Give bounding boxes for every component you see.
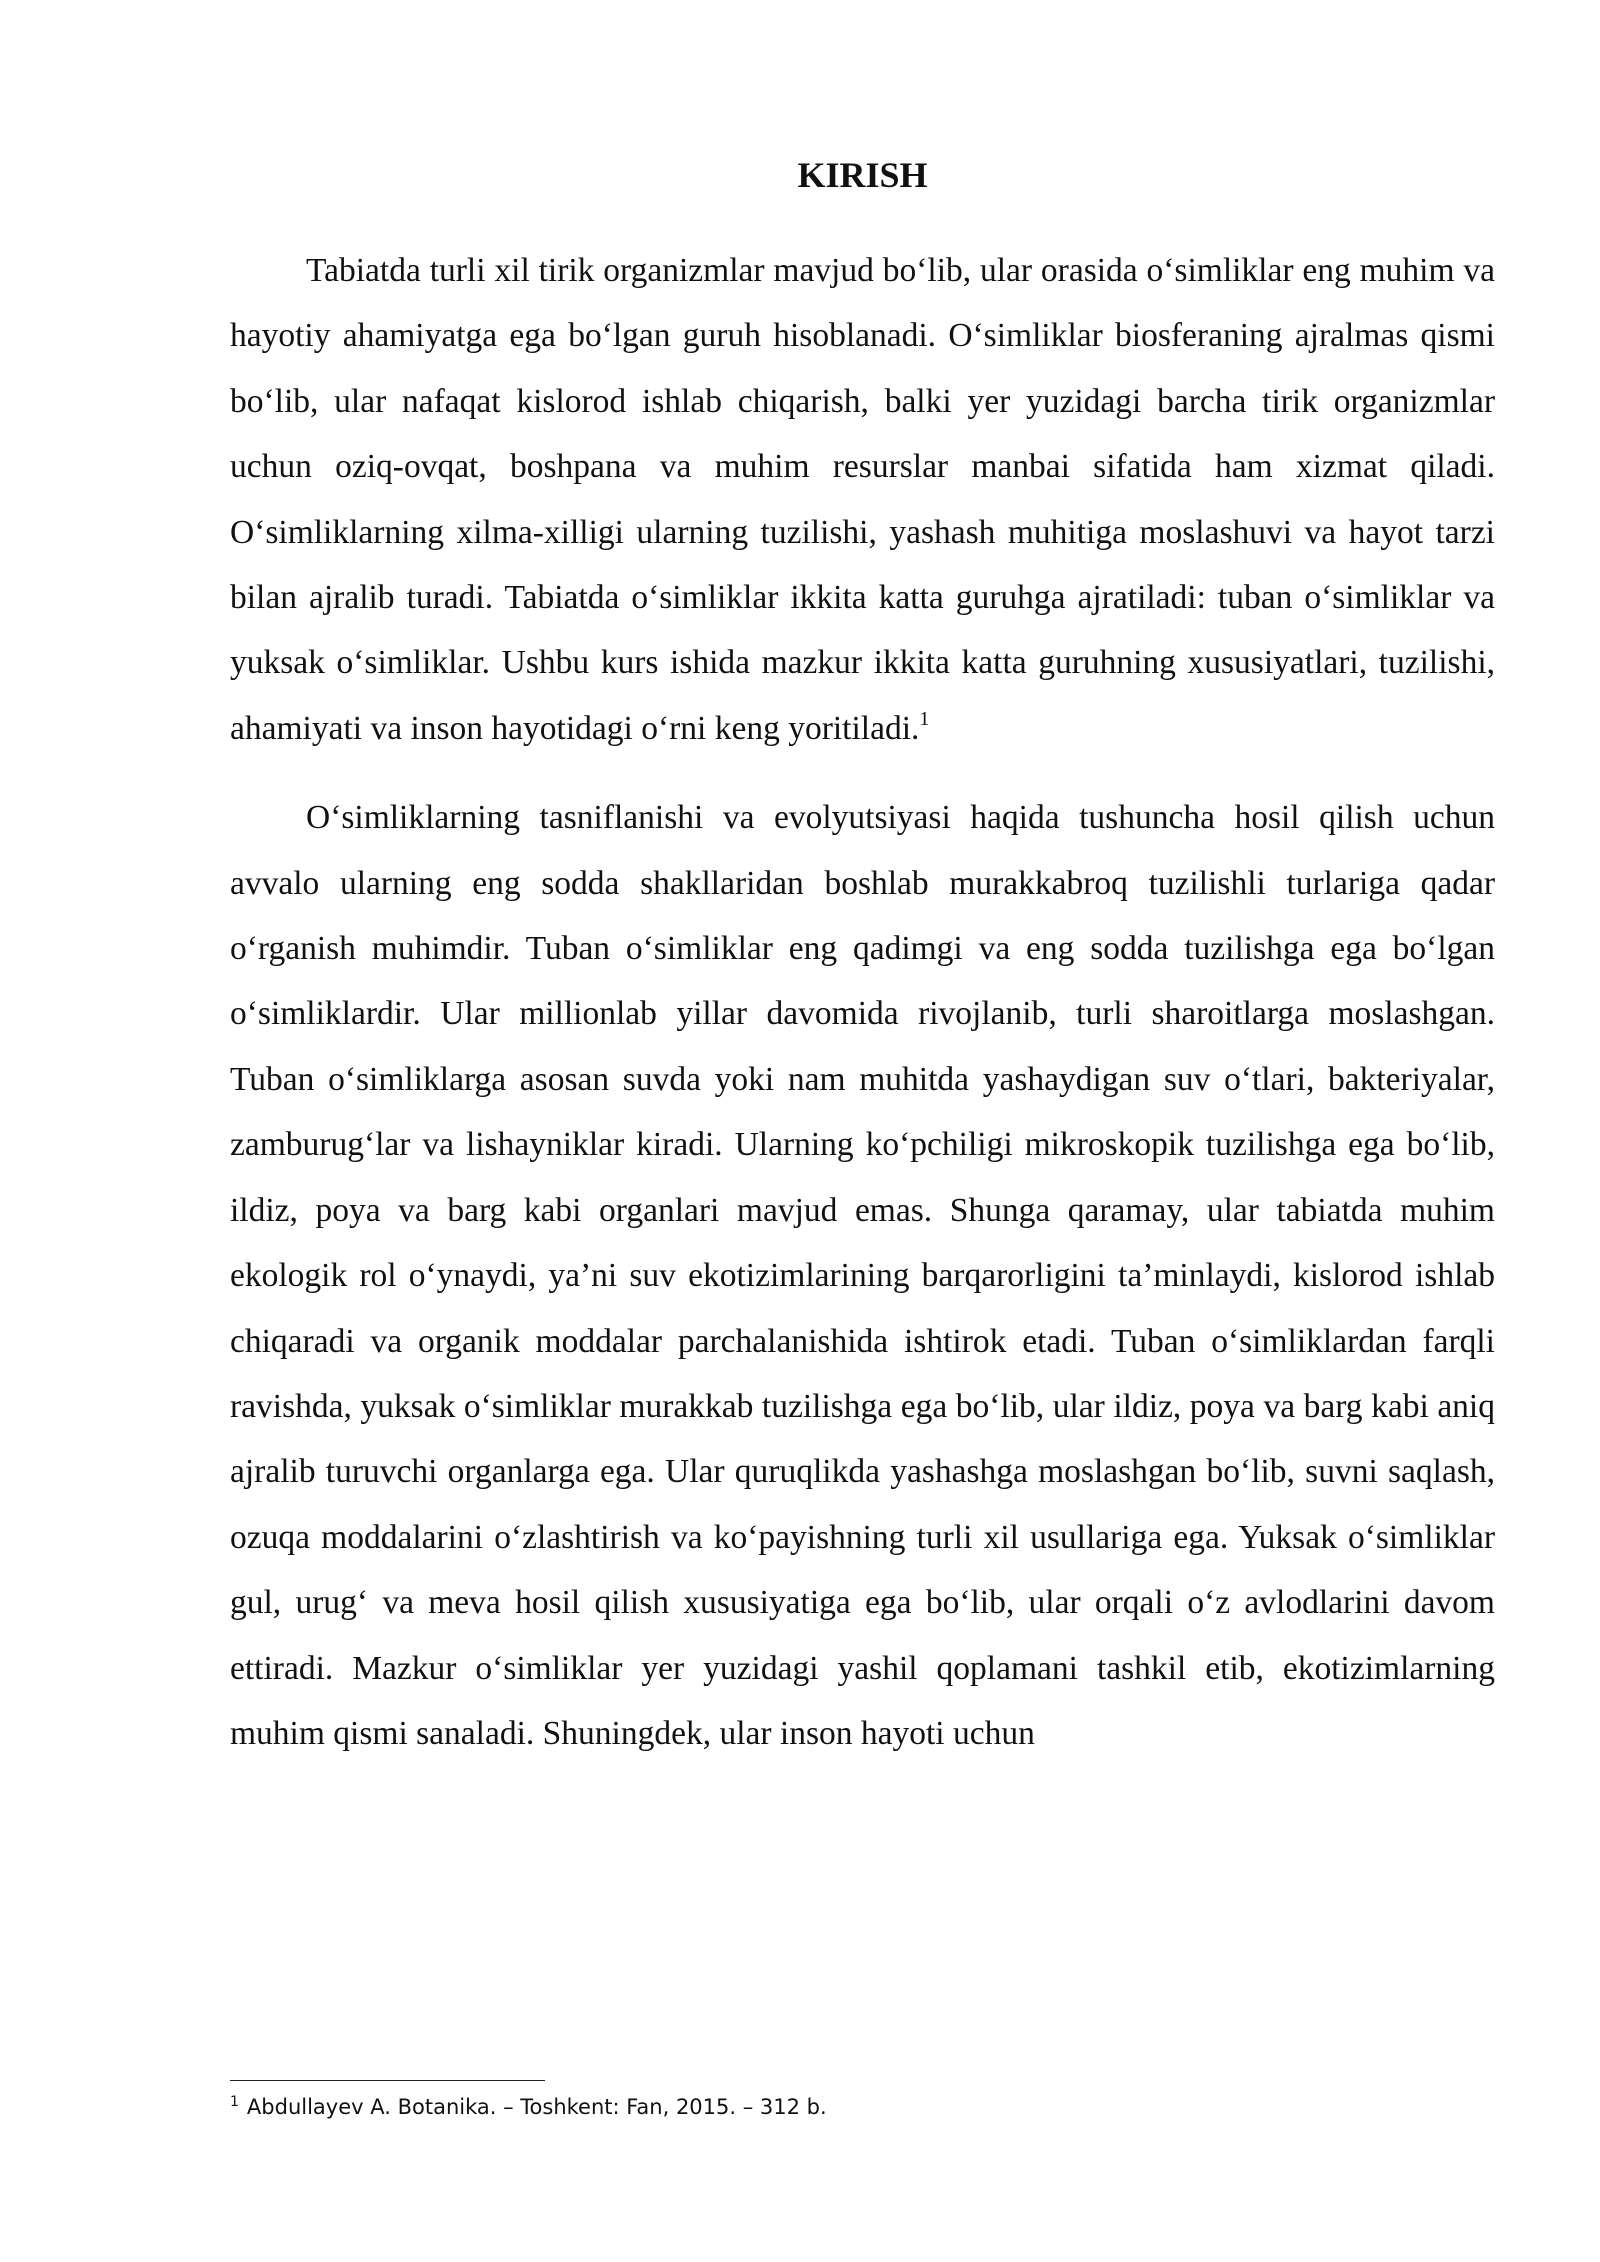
paragraph-2	[230, 785, 1495, 1766]
footnote-reference[interactable]: 1	[919, 707, 930, 730]
page-title: KIRISH	[797, 155, 928, 195]
footnote-text: Abdullayev A. Botanika. – Toshkent: Fan, 2015. – 312 b.	[246, 2095, 827, 2119]
paragraph-1-text: Tabiatda turli xil tirik organizmlar mavjud bo‘lib, ular orasida o‘simliklar eng muhim va hayotiy ahamiyatga ega bo‘lgan guruh hisoblanadi. O‘simliklar biosferaning ajralmas qismi bo‘lib, ular nafaqat kislorod ishlab chiqarish, balki yer yuzidagi barcha tirik organizmlar uchun oziq-ovqat, boshpana va muhim resurslar manbai sifatida ham xizmat qiladi. O‘simliklarning xilma-xilligi ularning tuzilishi, yashash muhitiga moslashuvi va hayot tarzi bilan ajralib turadi. Tabiatda o‘simliklar ikkita katta guruhga ajratiladi: tuban o‘simliklar va yuksak o‘simliklar. Ushbu kurs ishida mazkur ikkita katta guruhning xususiyatlari, tuzilishi, ahamiyati va inson hayotidagi o‘rni keng yoritiladi.	[230, 252, 1495, 747]
footnote-separator	[230, 2080, 545, 2081]
paragraph-1	[230, 238, 1495, 761]
document-body	[230, 238, 1495, 1766]
paragraph-2-text: O‘simliklarning tasniflanishi va evolyutsiyasi haqida tushuncha hosil qilish uchun avvalo ularning eng sodda shakllaridan boshlab murakkabroq tuzilishli turlariga qadar o‘rganish muhimdir. Tuban o‘simliklar eng qadimgi va eng sodda tuzilishga ega bo‘lgan o‘simliklardir. Ular millionlab yillar davomida rivojlanib, turli sharoitlarga moslashgan. Tuban o‘simliklarga asosan suvda yoki nam muhitda yashaydigan suv o‘tlari, bakteriyalar, zamburug‘lar va lishayniklar kiradi. Ularning ko‘pchiligi mikroskopik tuzilishga ega bo‘lib, ildiz, poya va barg kabi organlari mavjud emas. Shunga qaramay, ular tabiatda muhim ekologik rol o‘ynaydi, ya’ni suv ekotizimlarining barqarorligini ta’minlaydi, kislorod ishlab chiqaradi va organik moddalar parchalanishida ishtirok etadi.	[230, 799, 1495, 1360]
footnote	[230, 2092, 1495, 2122]
footnote-number: 1	[230, 2094, 239, 2110]
paragraph-2-continuation: Tuban o‘simliklardan farqli ravishda, yuksak o‘simliklar murakkab tuzilishga ega bo‘lib, ular ildiz, poya va barg kabi aniq ajralib turuvchi organlarga ega. Ular quruqlikda yashashga moslashgan bo‘lib, suvni saqlash, ozuqa moddalarini o‘zlashtirish va ko‘payishning turli xil usullariga ega. Yuksak o‘simliklar gul, urug‘ va meva hosil qilish xususiyatiga ega bo‘lib, ular orqali o‘z avlodlarini davom ettiradi. Mazkur o‘simliklar yer yuzidagi yashil qoplamani tashkil etib, ekotizimlarning muhim qismi sanaladi. Shuningdek, ular inson hayoti uchun	[230, 1322, 1495, 1752]
